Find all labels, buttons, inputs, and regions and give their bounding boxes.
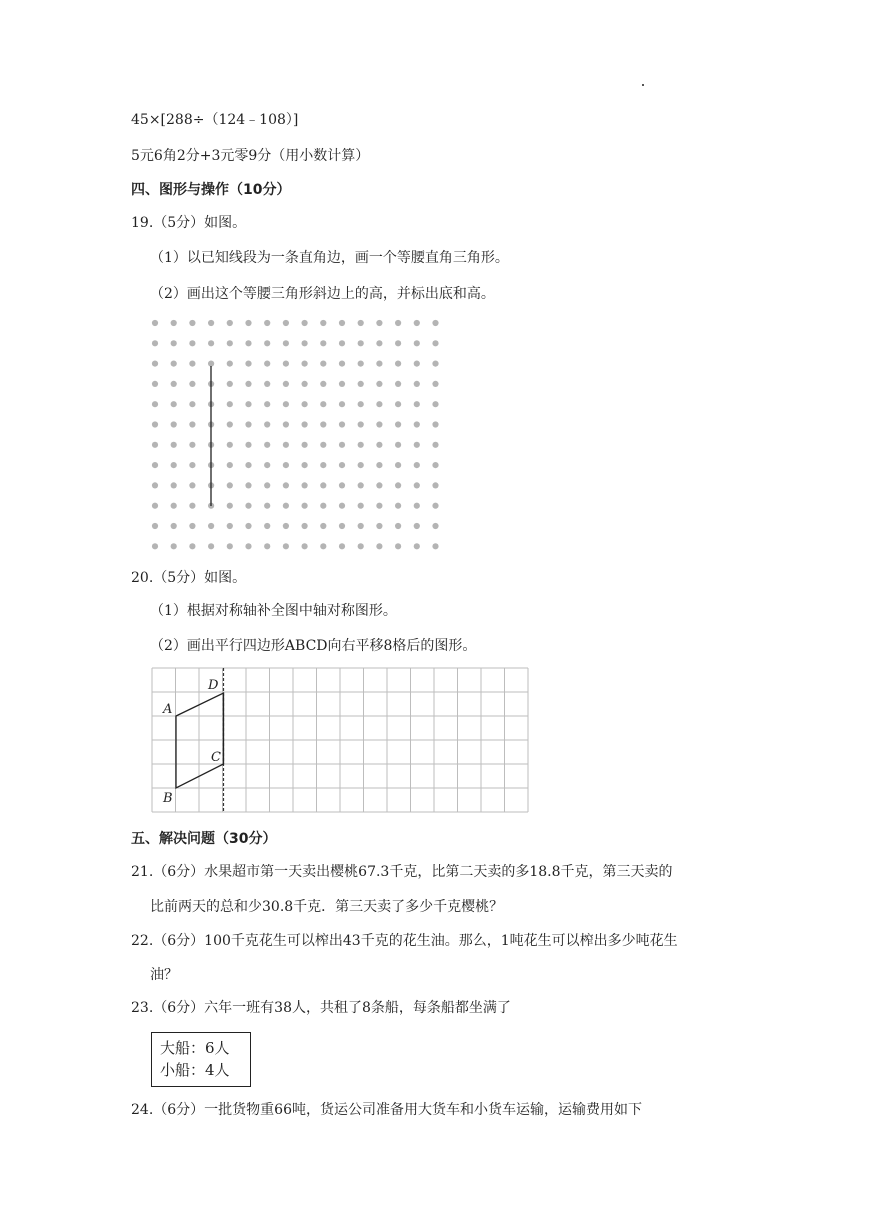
grid-dot [320, 442, 326, 448]
grid-dot [302, 421, 308, 427]
grid-dot [283, 523, 289, 529]
grid-dot [432, 462, 438, 468]
grid-dot [414, 442, 420, 448]
grid-dot [171, 442, 177, 448]
grid-dot [227, 482, 233, 488]
grid-dot [189, 503, 195, 509]
grid-dot [414, 503, 420, 509]
grid-dot [189, 401, 195, 407]
grid-dot [227, 523, 233, 529]
grid-dot [320, 462, 326, 468]
grid-dot [395, 340, 401, 346]
grid-dot [264, 320, 270, 326]
grid-dot [339, 401, 345, 407]
grid-dot [395, 320, 401, 326]
grid-dot [189, 482, 195, 488]
grid-dot [152, 381, 158, 387]
grid-dot [414, 340, 420, 346]
grid-dot [320, 381, 326, 387]
grid-dot [414, 401, 420, 407]
grid-dot [227, 503, 233, 509]
grid-dot [339, 320, 345, 326]
section-5-heading: 五、解决问题（30分） [131, 831, 277, 847]
grid-dot [283, 442, 289, 448]
grid-dot [245, 421, 251, 427]
grid-dot [395, 543, 401, 549]
grid-dot [152, 482, 158, 488]
question-19: 19.（5分）如图。 [131, 215, 247, 231]
grid-dot [395, 503, 401, 509]
grid-dot [189, 462, 195, 468]
grid-dot [358, 340, 364, 346]
label-d: D [208, 678, 219, 693]
section-4-heading: 四、图形与操作（10分） [131, 182, 291, 198]
question-22-line-2: 油？ [150, 967, 178, 983]
grid-dot [395, 462, 401, 468]
grid-dot [227, 320, 233, 326]
grid-dot [358, 320, 364, 326]
grid-dot [152, 462, 158, 468]
grid-dot [264, 421, 270, 427]
question-19-part-2: （2）画出这个等腰三角形斜边上的高，并标出底和高。 [150, 286, 495, 302]
grid-dot [432, 442, 438, 448]
grid-dot [208, 543, 214, 549]
grid-dot [283, 340, 289, 346]
grid-dot [339, 523, 345, 529]
grid-dot [245, 503, 251, 509]
grid-dot [264, 543, 270, 549]
grid-dot [227, 421, 233, 427]
grid-dot [152, 320, 158, 326]
grid-dot [414, 361, 420, 367]
grid-dot [320, 340, 326, 346]
grid-dot [432, 361, 438, 367]
grid-dot [376, 320, 382, 326]
grid-dot [432, 503, 438, 509]
grid-dot [189, 361, 195, 367]
grid-dot [302, 381, 308, 387]
grid-dot [283, 462, 289, 468]
grid-dot [376, 523, 382, 529]
grid-dot [283, 381, 289, 387]
grid-dot [302, 442, 308, 448]
grid-dot [189, 543, 195, 549]
grid-dot [395, 421, 401, 427]
grid-dot [358, 442, 364, 448]
grid-dot [208, 340, 214, 346]
grid-dot [376, 543, 382, 549]
grid-dot [339, 421, 345, 427]
grid-dot [358, 361, 364, 367]
grid-dot [189, 340, 195, 346]
grid-dot [395, 361, 401, 367]
grid-dot [432, 340, 438, 346]
grid-dot [376, 442, 382, 448]
grid-dot [339, 482, 345, 488]
grid-dot [171, 401, 177, 407]
grid-dot [171, 320, 177, 326]
grid-dot [432, 543, 438, 549]
grid-dot [414, 482, 420, 488]
grid-dot [414, 320, 420, 326]
grid-dot [339, 442, 345, 448]
grid-dot [302, 401, 308, 407]
grid-dot [245, 340, 251, 346]
grid-dot [339, 361, 345, 367]
grid-dot [414, 523, 420, 529]
grid-dot [189, 320, 195, 326]
grid-dot [171, 361, 177, 367]
grid-dot [227, 361, 233, 367]
grid-dot [208, 361, 214, 367]
grid-dot [302, 503, 308, 509]
grid-dot [320, 543, 326, 549]
grid-dot [302, 482, 308, 488]
grid-dot [245, 361, 251, 367]
grid-dot [320, 320, 326, 326]
grid-dot [395, 401, 401, 407]
grid-dot [245, 320, 251, 326]
grid-dot [320, 503, 326, 509]
grid-dot [283, 543, 289, 549]
grid-dot [320, 482, 326, 488]
grid-dot [227, 340, 233, 346]
question-19-part-1: （1）以已知线段为一条直角边，画一个等腰直角三角形。 [150, 250, 509, 266]
grid-dot [245, 381, 251, 387]
question-20: 20.（5分）如图。 [131, 570, 247, 586]
question-24: 24.（6分）一批货物重66吨，货运公司准备用大货车和小货车运输，运输费用如下 [131, 1102, 642, 1118]
grid-dot [376, 401, 382, 407]
grid-dot [302, 462, 308, 468]
grid-dot [432, 381, 438, 387]
grid-dot [189, 421, 195, 427]
grid-dot [320, 401, 326, 407]
grid-dot [264, 361, 270, 367]
grid-dot [171, 421, 177, 427]
grid-dot [432, 421, 438, 427]
grid-dot [376, 462, 382, 468]
grid-dot [376, 361, 382, 367]
question-23: 23.（6分）六年一班有38人，共租了8条船，每条船都坐满了 [131, 1000, 511, 1016]
grid-dot [171, 523, 177, 529]
grid-dot [283, 503, 289, 509]
grid-dot [302, 523, 308, 529]
grid-dot [245, 442, 251, 448]
grid-dot [320, 523, 326, 529]
grid-dot [358, 523, 364, 529]
grid-dot [152, 421, 158, 427]
grid-dot [376, 340, 382, 346]
small-boat-text: 小船：4人 [160, 1061, 230, 1079]
grid-dot [264, 381, 270, 387]
grid-dot [395, 442, 401, 448]
grid-dot [189, 381, 195, 387]
grid-dot [152, 523, 158, 529]
grid-dot [245, 543, 251, 549]
grid-dot [227, 462, 233, 468]
grid-dot [208, 320, 214, 326]
grid-dot [320, 421, 326, 427]
grid-dot [414, 381, 420, 387]
grid-dot [245, 482, 251, 488]
grid-dot [264, 523, 270, 529]
grid-dot [189, 442, 195, 448]
label-a: A [163, 702, 173, 717]
grid-dot [358, 482, 364, 488]
grid-dot [227, 442, 233, 448]
grid-dot [432, 320, 438, 326]
grid-dot [171, 462, 177, 468]
grid-dot [264, 503, 270, 509]
grid-dot [189, 523, 195, 529]
grid-dot [339, 340, 345, 346]
grid-dot [358, 401, 364, 407]
grid-dot [414, 462, 420, 468]
page-corner-mark [642, 84, 644, 86]
grid-dot [264, 482, 270, 488]
question-20-part-1: （1）根据对称轴补全图中轴对称图形。 [150, 603, 397, 619]
grid-dot [395, 381, 401, 387]
grid-dot [227, 543, 233, 549]
expression-2: 5元6角2分+3元零9分（用小数计算） [131, 148, 370, 164]
grid-dot [152, 543, 158, 549]
grid-dot [152, 442, 158, 448]
question-21-line-2: 比前两天的总和少30.8千克．第三天卖了多少千克樱桃？ [150, 899, 504, 915]
grid-dot [283, 482, 289, 488]
grid-dot [339, 381, 345, 387]
grid-dot [283, 320, 289, 326]
grid-dot [376, 421, 382, 427]
grid-dot [339, 462, 345, 468]
grid-dot [376, 503, 382, 509]
grid-dot [227, 381, 233, 387]
grid-dot [414, 543, 420, 549]
grid-dot [395, 523, 401, 529]
grid-dot [358, 381, 364, 387]
grid-dot [171, 543, 177, 549]
grid-dot [432, 401, 438, 407]
boat-info-box [151, 1032, 251, 1087]
grid-dot [376, 482, 382, 488]
grid-dot [339, 503, 345, 509]
grid-dot [245, 462, 251, 468]
grid-dot [358, 462, 364, 468]
grid-dot [227, 401, 233, 407]
grid-dot [152, 503, 158, 509]
grid-dot [208, 523, 214, 529]
big-boat-text: 大船：6人 [160, 1039, 230, 1057]
grid-dot [152, 340, 158, 346]
grid-dot [302, 340, 308, 346]
grid-dot [432, 482, 438, 488]
grid-dot [432, 523, 438, 529]
expression-1: 45×[288÷（124﹣108）] [131, 112, 299, 128]
grid-dot [358, 503, 364, 509]
label-b: B [163, 791, 173, 806]
grid-dot [245, 401, 251, 407]
grid-dot [152, 361, 158, 367]
grid-dot [152, 401, 158, 407]
grid-dot [302, 320, 308, 326]
square-grid-figure [150, 668, 530, 813]
label-c: C [211, 750, 221, 765]
grid-dot [283, 361, 289, 367]
grid-dot [339, 543, 345, 549]
grid-dot [358, 421, 364, 427]
grid-dot [245, 523, 251, 529]
grid-dot [302, 543, 308, 549]
grid-dot [283, 421, 289, 427]
grid-dot [302, 361, 308, 367]
question-22-line-1: 22.（6分）100千克花生可以榨出43千克的花生油。那么，1吨花生可以榨出多少吨花生 [131, 933, 678, 949]
grid-dot [414, 421, 420, 427]
grid-dot [264, 401, 270, 407]
grid-dot [171, 503, 177, 509]
grid-dot [376, 381, 382, 387]
grid-dot [264, 442, 270, 448]
grid-dot [264, 340, 270, 346]
question-20-part-2: （2）画出平行四边形ABCD向右平移8格后的图形。 [150, 638, 477, 654]
dot-grid-figure [150, 318, 450, 558]
grid-dot [171, 482, 177, 488]
grid-dot [320, 361, 326, 367]
grid-dot [358, 543, 364, 549]
grid-dot [264, 462, 270, 468]
grid-dot [283, 401, 289, 407]
grid-dot [395, 482, 401, 488]
question-21-line-1: 21.（6分）水果超市第一天卖出樱桃67.3千克，比第二天卖的多18.8千克，第三天卖的 [131, 864, 673, 880]
grid-dot [171, 381, 177, 387]
grid-dot [171, 340, 177, 346]
